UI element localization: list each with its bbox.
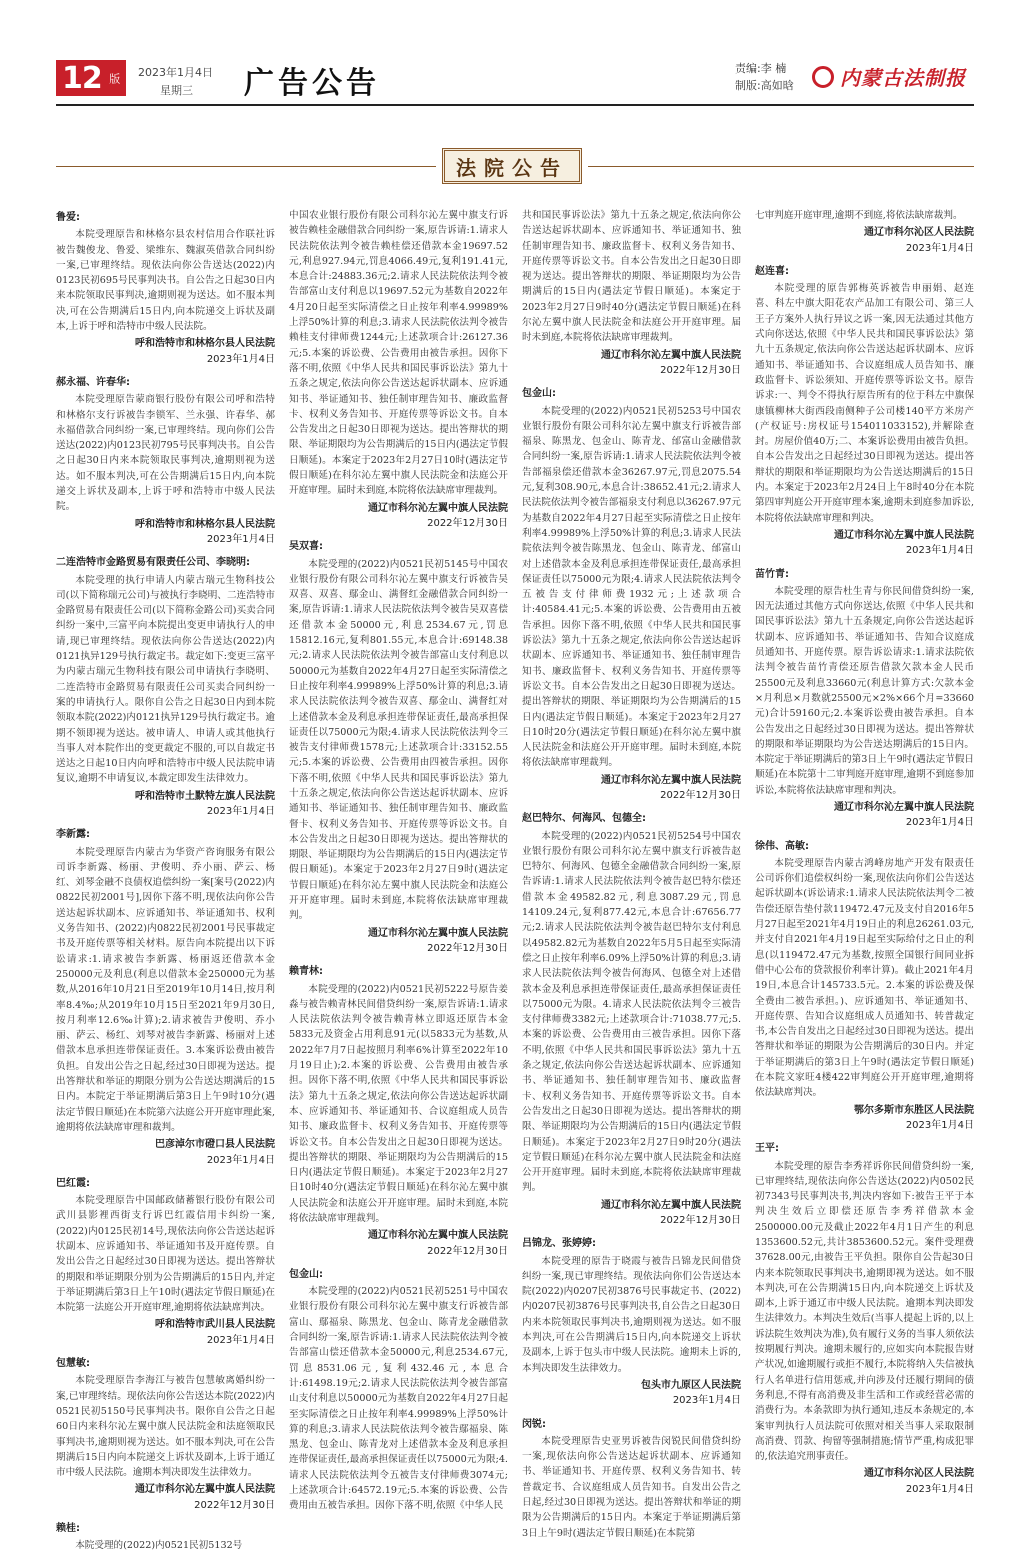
notice-body: 本院受理的(2022)内0521民初5253号中国农业银行股份有限公司科尔沁左翼中旗支行诉被告部福泉、陈黑龙、包金山、陈青龙、邰富山金融借款合同纠纷一案,原告诉请:1.请求人民法院依法判令被告部福泉偿还借款本金36267.97元,罚息2075.54元,复利308.90元,本息合计:38652.41元;2.请求人民法院依法判令被告部福泉支付利息以36267.97元为基数自2022年4月27日起至实际清偿之日止按年利率4.99989%上浮50%计算的利息;3.请求人民法院依法判令被告陈黑龙、包金山、陈青龙、邰富山对上述借款本金及利息承担连带保证责任,最高承担保证责任以75000元为限;4.请求人民法院依法判令五被告支付律师费1932元;上述款项合计:40584.41元;5.本案的诉讼费、公告费用由五被告承担。因你下落不明,依照《中华人民共和国民事诉讼法》第九十五条之规定,依法向你公告送达起诉状副本、应诉通知书、举证通知书、独任制审理告知书、廉政监督卡、权利义务告知书、开庭传票等诉讼文书。自本公告发出之日起30日即视为送达。提出答辩状的期限、举证期限均为公告期满后的15日内(遇法定节假日顺延)。本案定于2023年2月27日10时20分(遇法定节假日顺延)在科尔沁左翼中旗人民法院金和法庭公开开庭审理。届时未到庭,本院将依法缺席审理裁判。 [522, 405, 741, 769]
court-notice [755, 1141, 974, 1497]
court-notice [522, 1236, 741, 1408]
notice-court: 通辽市科尔沁左翼中旗人民法院 [135, 1484, 275, 1496]
notice-addressee: 吴双喜: [289, 541, 323, 553]
notice-date: 2023年1月4日 [905, 1483, 974, 1495]
page-number-badge [56, 60, 126, 96]
notice-date: 2023年1月4日 [206, 1334, 275, 1346]
notice-addressee: 赖桂: [56, 1523, 80, 1535]
notice-body: 本院受理原告内蒙古鸿峰房地产开发有限责任公司诉你们追偿权纠纷一案,现依法向你们公告送达起诉状副本(诉讼请求:1.请求人民法院依法判令二被告偿还原告垫付款119472.47元及支付自2016年5月27日起至2021年4月19日止的利息26261.03元,并支付自2021年4月19日起至实际给付之日止的利息(以119472.47元为基数,按照全国银行间同业拆借中心公布的贷款报价利率计算)。截止2021年4月19日,本息合计145733.5元。2.本案的诉讼费及保全费由二被告承担。)、应诉通知书、举证通知书、开庭传票、告知合议庭组成人员通知书、转普裁定书,本公告自发出之日起经过30日即视为送达。提出答辩状和举证的期限为公告期满后的30日内。并定于举证期满后的第3日上午9时(遇法定节假日顺延)在本院文家旺4楼422审判庭公开开庭审理,逾期将依法缺席判决。 [755, 857, 974, 1099]
court-notice [755, 208, 974, 256]
newspaper-name: 内蒙古法制报 [840, 66, 966, 90]
notice-body: 本院受理的原告郭梅英诉被告申丽娟、赵连喜、科左中旗大阳花农产品加工有限公司、第三人王子方案外人执行异议之诉一案,因无法通过其他方式向你送达,依照《中华人民共和国民事诉讼法》第九十五条规定,依法向你公告送达起诉状副本、应诉通知书、举证通知书、合议庭组成人员告知书、廉政监督卡、诉讼须知、开庭传票等诉讼文书。原告诉求:一、判令不得执行原告所有的位于科左中旗保康镇柳林大街西段南侧种子公司楼140平方米房产(产权证号:房权证号154011033152),并解除查封。房屋价值40万;二、本案诉讼费用由被告负担。自本公告发出之日起经过30日即视为送达。提出答辩状的期限和举证期限均为公告送达期满后的15日内。本案定于2023年2月24日上午8时40分在本院第四审判庭公开开庭审理本案,逾期未到庭参加诉讼,本院将依法缺席审理和判决。 [755, 283, 974, 524]
notice-addressee: 赖青林: [289, 966, 323, 978]
notice-date: 2023年1月4日 [206, 353, 275, 365]
court-notice [289, 1267, 508, 1514]
notice-body: 本院受理原告李海江与被告包慧敏离婚纠纷一案,已审理终结。现依法向你公告送达本院(2022)内0521民初5150号民事判决书。限你自公告之日起60日内来科尔沁左翼中旗人民法院金和法庭领取民事判决书,逾期则视为送达。如不服本判决,可在公告期满后15日内向本院递交上诉状及副本,上诉于通辽市中级人民法院。逾期本判决即发生法律效力。 [56, 1375, 275, 1479]
notice-court: 通辽市科尔沁左翼中旗人民法院 [601, 349, 741, 361]
court-notice [522, 386, 741, 803]
court-notice [522, 811, 741, 1228]
page-number: 12 [62, 60, 102, 96]
notice-addressee: 王平: [755, 1143, 779, 1155]
notice-date: 2022年12月30日 [427, 942, 508, 954]
notice-date: 2023年1月4日 [905, 1119, 974, 1131]
notice-body: 中国农业银行股份有限公司科尔沁左翼中旗支行诉被告赖桂金融借款合同纠纷一案,原告诉请:1.请求人民法院依法判令被告赖桂偿还借款本金19697.52元,利息927.94元,罚息4066.49元,复利191.41元,本息合计:24883.36元;2.请求人民法院依法判令被告部富山支付利息以19697.52元为基数自2022年4月20日起至实际清偿之日止按年利率4.99989%上浮50%计算的利息;3.请求人民法院依法判令被告赖桂支付律师费1244元;上述款项合计:26127.36元;5.本案的诉讼费、公告费用由被告承担。因你下落不明,依照《中华人民共和国民事诉讼法》第九十五条之规定,依法向你公告送达起诉状副本、应诉通知书、举证通知书、独任制审理告知书、廉政监督卡、权利义务告知书、开庭传票等诉讼文书。自本公告发出之日起30日即视为送达。提出答辩状的期限、举证期限均为公告期满后的15日内(遇法定节假日顺延)。本案定于2023年2月27日10时(遇法定节假日顺延)在科尔沁左翼中旗人民法院金和法庭公开开庭审理。届时未到庭,本院将依法缺席审理裁判。 [289, 210, 508, 497]
court-notice [522, 1417, 741, 1541]
court-notice [56, 1356, 275, 1513]
notice-body: 七审判庭开庭审理,逾期不到庭,将依法缺席裁判。 [755, 210, 963, 221]
court-notice [289, 539, 508, 956]
notice-addressee: 赵巴特尔、何海风、包德全: [522, 813, 646, 825]
notice-addressee: 赵连喜: [755, 265, 789, 277]
notice-court: 通辽市科尔沁左翼中旗人民法院 [368, 502, 508, 514]
notice-date: 2022年12月30日 [194, 1499, 275, 1511]
notice-addressee: 鲁爱: [56, 212, 80, 223]
notice-court: 通辽市科尔沁左翼中旗人民法院 [368, 927, 508, 939]
page-header [0, 0, 1024, 110]
notice-addressee: 巴红霞: [56, 1177, 90, 1189]
notice-addressee: 包金山: [289, 1268, 323, 1280]
notice-addressee: 徐伟、高敏: [755, 840, 809, 852]
notice-body: 本院受理的原告于晓霞与被告吕锦龙民间借贷纠纷一案,现已审理终结。现依法向你们公告送达本院(2022)内0207民初3876号民事裁定书、(2022)内0207民初3876号民事判决书,自公告之日起30日内来本院领取民事判决书,逾期则视为送达。如不服本判决,可在公告期满后15日内,向本院递交上诉状及副本,上诉于包头市中级人民法院。逾期未上诉的,本判决即发生法律效力。 [522, 1255, 741, 1374]
notice-date: 2023年1月4日 [905, 817, 974, 829]
notice-date: 2023年1月4日 [905, 242, 974, 254]
notice-court: 通辽市科尔沁左翼中旗人民法院 [834, 529, 974, 541]
court-notice [755, 264, 974, 559]
notice-date: 2022年12月30日 [660, 1215, 741, 1226]
notice-court: 通辽市科尔沁左翼中旗人民法院 [368, 1230, 508, 1242]
notice-addressee: 闵锐: [522, 1418, 546, 1430]
notice-body: 本院受理原告史亚男诉被告闵锐民间借贷纠纷一案,现依法向你公告送达起诉状副本、应诉通知书、举证通知书、开庭传票、权利义务告知书、转普裁定书、合议庭组成人员告知书。自发出公告之日起,经过30日即视为送达。提出答辩状和举证的期限为公告期满后的15日内。本案定于举证期满后第3日上午9时(遇法定节假日顺延)在本院第 [522, 1435, 741, 1539]
notice-body: 本院受理的(2022)内0521民初5254号中国农业银行股份有限公司科尔沁左翼中旗支行诉被告赵巴特尔、何海风、包德全金融借款合同纠纷一案,原告诉请:1.请求人民法院依法判令被告赵巴特尔偿还借款本金49582.82元,利息3087.29元,罚息14109.24元,复利877.42元,本息合计:67656.77元;2.请求人民法院依法判令被告赵巴特尔支付利息以49582.82元为基数自2022年5月5日起至实际清偿之日止按年利率6.09%上浮50%计算的利息;3.请求人民法院依法判令被告何海风、包德全对上述借款本金及利息承担连带保证责任,最高承担保证责任以75000元为限。4.请求人民法院依法判令三被告支付律师费3382元;上述款项合计:71038.77元;5.本案的诉讼费、公告费用由三被告承担。因你下落不明,依照《中华人民共和国民事诉讼法》第九十五条之规定,依法向你公告送达起诉状副本、应诉通知书、举证通知书、独任制审理告知书、廉政监督卡、权利义务告知书、开庭传票等诉讼文书。自本公告发出之日起30日即视为送达。提出答辩状的期限、举证期限均为公告期满后的15日内(遇法定节假日顺延)。本案定于2023年2月27日9时20分(遇法定节假日顺延)在科尔沁左翼中旗人民法院金和法庭公开开庭审理。届时未到庭,本院将依法缺席审理裁判。 [522, 830, 741, 1194]
notice-body: 本院受理原告和林格尔县农村信用合作联社诉被告魏俊龙、鲁爱、梁维东、魏淑英借款合同纠纷一案,已审理终结。现依法向你公告送达(2022)内0123民初695号民事判决书。自公告之日起30日内来本院领取民事判决,逾期则视为送达。如不服本判决,可在公告期满后15日内,向本院递交上诉状及副本,上诉于呼和浩特市中级人民法院。 [56, 229, 275, 333]
notice-court: 通辽市科尔沁区人民法院 [864, 227, 974, 239]
notice-court: 通辽市科尔沁区人民法院 [864, 1468, 974, 1480]
notice-column [755, 208, 974, 1495]
notice-addressee: 吕锦龙、张婷婷: [522, 1238, 596, 1250]
notice-court: 呼和浩特市和林格尔县人民法院 [135, 518, 275, 530]
page-suffix: 版 [107, 72, 121, 84]
section-banner [442, 148, 582, 184]
notice-date: 2023年1月4日 [672, 1395, 741, 1407]
notice-court: 包头市九原区人民法院 [641, 1379, 741, 1391]
notice-addressee: 郝永福、许春华: [56, 376, 130, 388]
court-notice [755, 839, 974, 1134]
notice-date: 2022年12月30日 [427, 517, 508, 529]
notice-court: 通辽市科尔沁左翼中旗人民法院 [834, 801, 974, 813]
notice-body: 本院受理原告中国邮政储蓄银行股份有限公司武川县影裡西街支行诉巴红霞信用卡纠纷一案,(2022)内0125民初14号,现依法向你公告送达起诉状副本、应诉通知书、举证通知书及开庭传票。自发出公告之日起经过30日即视为送达。提出答辩状的期限和举证期限分别为公告期满后的15日内,并定于举证期满后第3日上午10时(遇法定节假日顺延)在本院第一法庭公开开庭审理,逾期将依法缺席判决。 [56, 1195, 275, 1314]
notice-body: 本院受理的执行申请人内蒙古瑞元生物科技公司(以下简称瑞元公司)与被执行李晓明、二连浩特市金路贸易有限责任公司(以下简称金路公司)买卖合同纠纷一案中,三富平向本院提出变更申请执行人的申请,现已审理终结。现依法向你公告送达(2022)内0121执异129号执行裁定书。裁定如下:变更三富平为内蒙古瑞元生物科技有限公司申请执行李晓明、二连浩特市金路贸易有限责任公司买卖合同纠纷一案的申请执行人。限你自公告之日起30日内到本院领取本院(2022)内0121执异129号执行裁定书。逾期不领即视为送达。被申请人、申请人或其他执行当事人对本院作出的变更裁定不服的,可以自裁定书送达之日起10日内向呼和浩特市中级人民法院申请复议,逾期不申请复议,本裁定即发生法律效力。 [56, 574, 275, 785]
court-notice [56, 1176, 275, 1348]
notice-court: 鄂尔多斯市东胜区人民法院 [854, 1104, 974, 1116]
notice-court: 呼和浩特市土默特左旗人民法院 [135, 790, 275, 802]
notice-body: 本院受理原告蒙商银行股份有限公司呼和浩特和林格尔支行诉被告李锁军、兰永强、许春华、郝永福借款合同纠纷一案,已审理终结。现向你们公告送达(2022)内0123民初795号民事判决书。自公告之日起30日内来本院领取民事判决,逾期则视为送达。如不服本判决,可在公告期满后15日内,向本院递交上诉状及副本,上诉于呼和浩特市中级人民法院。 [56, 394, 275, 513]
notice-body: 本院受理的(2022)内0521民初5222号原告姜淼与被告赖青林民间借贷纠纷一案,原告诉请:1.请求人民法院依法判令被告赖青林立即返还原告本金5833元及资金占用利息91元(以5833元为基数,从2022年7月7日起按照月利率6%计算至2022年10月19日止);2.本案的诉讼费、公告费用由被告承担。因你下落不明,依照《中华人民共和国民事诉讼法》第九十五条之规定,依法向你公告送达起诉状副本、应诉通知书、举证通知书、合议庭组成人员告知书、廉政监督卡、权利义务告知书、开庭传票等诉讼文书。自本公告发出之日起30日即视为送达。提出答辩状的期限、举证期限均为公告期满后的15日内(遇法定节假日顺延)。本案定于2023年2月27日10时40分(遇法定节假日顺延)在科尔沁左翼中旗人民法院金和法庭公开开庭审理。届时未到庭,本院将依法缺席审理裁判。 [289, 983, 508, 1224]
court-notice [289, 208, 508, 531]
notice-court: 巴彦淖尔市磴口县人民法院 [155, 1139, 275, 1151]
notice-body: 本院受理的(2022)内0521民初5132号 [75, 1540, 243, 1552]
court-notice [56, 375, 275, 547]
issue-weekday: 星期三 [160, 84, 193, 97]
court-notice [56, 210, 275, 367]
notice-date: 2022年12月30日 [660, 364, 741, 376]
notice-date: 2023年1月4日 [206, 805, 275, 817]
notice-column [522, 208, 741, 1539]
banner-line-right [588, 166, 974, 167]
notice-body: 本院受理原告内蒙古为华资产咨询服务有限公司诉李新露、杨丽、尹俊明、乔小丽、萨云、杨红、刘琴金融不良债权追偿纠纷一案[案号(2022)内0822民初2001号],因你下落不明,现依法向你公告送达起诉状副本、应诉通知书、举证通知书、权利义务告知书、(2022)内0822民初2001号民事裁定书及开庭传票等相关材料。原告向本院提出以下诉讼请求:1.请求被告李新露、杨丽返还借款本金250000元及利息(利息以借款本金250000元为基数,从2016年10月21日至2019年10月14日,按月利率8.4‰;从2019年10月15日至2021年9月30日,按月利率12.6‰计算);2.请求被告尹俊明、乔小丽、萨云、杨红、刘琴对被告李新露、杨丽对上述借款本息承担连带保证责任。3.本案诉讼费由被告负担。自发出公告之日起,经过30日即视为送达。提出答辩状和举证的期限分别为公告送达期满后的15日内。本院定于举证期满后第3日上午9时10分(遇法定节假日顺延)在本院第六法庭公开开庭审理此案,逾期将依法缺席审理和裁判。 [56, 846, 275, 1133]
banner-line-left [56, 166, 436, 167]
producer: 制版:高如晗 [735, 79, 794, 92]
editor: 责编:李 楠 [735, 62, 787, 75]
notice-addressee: 李新露: [56, 829, 90, 841]
notice-court: 通辽市科尔沁左翼中旗人民法院 [601, 774, 741, 786]
notice-body: 共和国民事诉讼法》第九十五条之规定,依法向你公告送达起诉状副本、应诉通知书、举证通知书、独任制审理告知书、廉政监督卡、权利义务告知书、开庭传票等诉讼文书。自本公告发出之日起30日即视为送达。提出答辩状的期限、举证期限均为公告期满后的15日内(遇法定节假日顺延)。本案定于2023年2月27日9时40分(遇法定节假日顺延)在科尔沁左翼中旗人民法院金和法庭公开开庭审理。届时未到庭,本院将依法缺席审理裁判。 [522, 210, 741, 344]
header-rule [56, 104, 974, 106]
court-notice [755, 567, 974, 831]
notice-column [289, 208, 508, 1512]
issue-date: 2023年1月4日 [138, 66, 213, 79]
court-notice [56, 1521, 275, 1554]
notice-columns [56, 208, 974, 1552]
court-notice [522, 208, 741, 378]
notice-column [56, 208, 275, 1552]
notice-date: 2023年1月4日 [206, 533, 275, 545]
newspaper-logo [812, 62, 966, 91]
notice-date: 2023年1月4日 [905, 545, 974, 557]
notice-body: 本院受理的(2022)内0521民初5251号中国农业银行股份有限公司科尔沁左翼中旗支行诉被告部富山、鄢福泉、陈黑龙、包金山、陈青龙金融借款合同纠纷一案,原告诉请:1.请求人民法院依法判令被告部富山偿还借款本金50000元,利息2534.67元,罚息8531.06元,复利432.46元,本息合计:61498.19元;2.请求人民法院依法判令被告部富山支付利息以50000元为基数自2022年4月27日起至实际清偿之日止按年利率4.99989%上浮50%计算的利息;3.请求人民法院依法判令被告鄢福泉、陈黑龙、包金山、陈青龙对上述借款本金及利息承担连带保证责任,最高承担保证责任以75000元为限;4.请求人民法院依法判令五被告支付律师费3074元;上述款项合计:64572.19元;5.本案的诉讼费、公告费用由五被告承担。因你下落不明,依照《中华人民 [289, 1286, 508, 1512]
banner-title: 法院公告 [456, 155, 568, 180]
notice-addressee: 二连浩特市金路贸易有限责任公司、李晓明: [56, 557, 250, 569]
notice-date: 2022年12月30日 [660, 789, 741, 801]
notice-date: 2023年1月4日 [206, 1154, 275, 1166]
editor-credits [735, 60, 794, 94]
notice-body: 本院受理的原告李秀祥诉你民间借贷纠纷一案,已审理终结,现依法向你公告送达(2022)内0502民初7343号民事判决书,判决内容如下:被告王平于本判决生效后立即偿还原告李秀祥借款本金2500000.00元及截止2022年4月1日产生的利息1353600.52元,共计3853600.52元。案件受理费37628.00元,由被告王平负担。限你自公告起30日内来本院领取民事判决书,逾期即视为送达。如不服本判决,可在公告期满15日内,向本院递交上诉状及副本,上诉于通辽市中级人民法院。逾期本判决即发生法律效力。本判决生效后(当事人提起上诉的,以上诉法院生效判决为准),负有履行义务的当事人须依法按期履行判决。逾期未履行的,应如实向本院报告财产状况,如逾期履行或拒不履行,本院将纳入失信被执行人名单进行信用惩戒,并向涉及付还履行期间的债务利息,不得有高消费及非生活和工作或经营必需的消费行为。本条款即为执行通知,违反本条规定的,本案审判执行人员法院可依照对相关当事人采取限制高消费、罚款、拘留等强制措施;情节严重,构成犯罪的,依法追究刑事责任。 [755, 1160, 974, 1463]
court-notice [56, 555, 275, 819]
logo-icon [812, 66, 834, 88]
court-notice [56, 827, 275, 1168]
notice-date: 2022年12月30日 [427, 1245, 508, 1257]
section-title: 广告公告 [244, 66, 380, 101]
notice-court: 通辽市科尔沁左翼中旗人民法院 [601, 1199, 741, 1211]
notice-court: 呼和浩特市和林格尔县人民法院 [135, 338, 275, 350]
notice-addressee: 包慧敏: [56, 1358, 90, 1370]
court-notice [289, 964, 508, 1259]
notice-addressee: 包金山: [522, 388, 556, 400]
notice-body: 本院受理的原告杜生青与你民间借贷纠纷一案,因无法通过其他方式向你送达,依照《中华人民共和国民事诉讼法》第九十五条规定,向你公告送达起诉状副本、应诉通知书、举证通知书、告知合议庭成员通知书、开庭传票。原告诉讼请求:1.请求法院依法判令被告苗竹青偿还原告借款欠款本金人民币25500元及利息33660元(利息计算方式:欠款本金×月利息×月数就25500元×2%×66个月=33660元)合计59160元;2.本案诉讼费由被告承担。自本公告发出之日起经过30日即视为送达。提出答辩状的期限和举证期限均为公告送达期满后的15日内。本院定于举证期满后的第3日上午9时(遇法定节假日顺延)在本院第十二审判庭开庭审理,逾期不到庭参加诉讼,本院将依法缺席审理和判决。 [755, 585, 974, 796]
notice-body: 本院受理的(2022)内0521民初5145号中国农业银行股份有限公司科尔沁左翼中旗支行诉被告吴双喜、双喜、鄢金山、满督红金融借款合同纠纷一案,原告诉请:1.请求人民法院依法判令被告吴双喜偿还借款本金50000元,利息2534.67元,罚息15812.16元,复利801.55元,本息合计:69148.38元;2.请求人民法院依法判令被告部富山支付利息以50000元为基数自2022年4月27日起至实际清偿之日止按年利率4.99989%上浮50%计算的利息;3.请求人民法院依法判令被告双喜、鄢金山、满督红对上述借款本金及利息承担连带保证责任,最高承担保证责任以75000元为限;4.请求人民法院依法判令三被告支付律师费1578元;上述款项合计:33152.55元;5.本案的诉讼费、公告费用由四被告承担。因你下落不明,依照《中华人民共和国民事诉讼法》第九十五条之规定,依法向你公告送达起诉状副本、应诉通知书、举证通知书、独任制审理告知书、廉政监督卡、权利义务告知书、开庭传票等诉讼文书。自本公告发出之日起30日即视为送达。提出答辩状的期限、举证期限均为公告期满后的15日内(遇法定节假日顺延)。本案定于2023年2月27日9时(遇法定节假日顺延)在科尔沁左翼中旗人民法院金和法庭公开开庭审理。届时未到庭,本院将依法缺席审理裁判。 [289, 558, 508, 922]
notice-court: 呼和浩特市武川县人民法院 [155, 1319, 275, 1331]
notice-addressee: 苗竹青: [755, 568, 789, 580]
